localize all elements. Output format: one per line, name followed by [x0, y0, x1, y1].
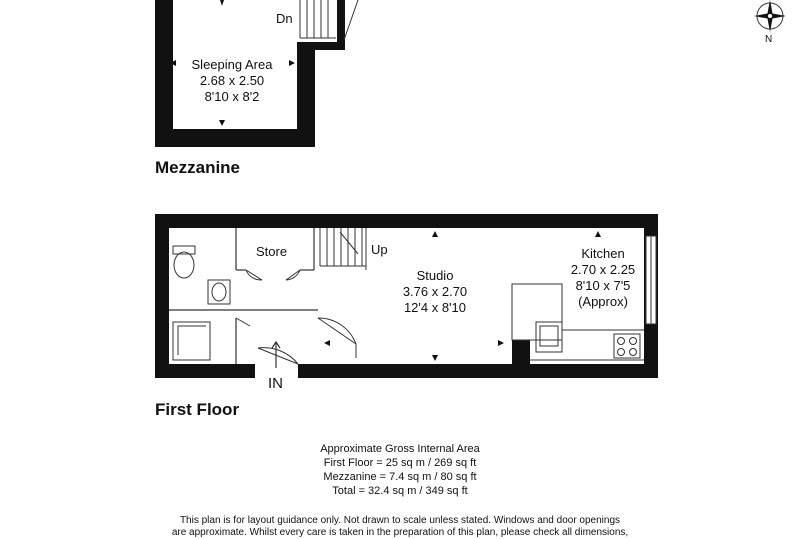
- kitchen-note: (Approx): [578, 294, 628, 309]
- first-floor-stairs-label: Up: [371, 242, 388, 257]
- area-total: Total = 32.4 sq m / 349 sq ft: [332, 485, 468, 497]
- sleeping-area-label: [182, 57, 282, 105]
- studio-imperial: 12'4 x 8'10: [403, 300, 467, 315]
- disclaimer: [160, 515, 640, 539]
- kitchen-imperial: 8'10 x 7'5: [575, 278, 631, 293]
- first-floor-title: First Floor: [155, 400, 240, 419]
- sleeping-area-name: Sleeping Area: [191, 57, 273, 72]
- mezzanine-stairs-label: Dn: [276, 11, 293, 26]
- store-label: Store: [256, 244, 288, 259]
- first-floor-stairs: [320, 228, 366, 270]
- sleeping-area-imperial: 8'10 x 8'2: [204, 89, 260, 104]
- compass-icon: [754, 0, 786, 32]
- first-floor-internal-lines: [169, 228, 318, 364]
- mezzanine-stairs: [300, 0, 358, 40]
- studio-label: [385, 268, 485, 316]
- kitchen-label: [553, 246, 653, 310]
- disclaimer-line-1: This plan is for layout guidance only. Not drawn to scale unless stated. Windows and door openings: [179, 515, 621, 526]
- bathroom-fixtures: [173, 246, 230, 360]
- kitchen-name: Kitchen: [581, 246, 625, 261]
- area-first-floor: First Floor = 25 sq m / 269 sq ft: [323, 457, 477, 469]
- entrance-arrow: [272, 342, 280, 368]
- entrance-label: IN: [268, 375, 283, 392]
- mezzanine-title: Mezzanine: [155, 158, 241, 177]
- studio-metric: 3.76 x 2.70: [402, 284, 468, 299]
- area-heading: Approximate Gross Internal Area: [320, 443, 480, 455]
- kitchen-metric: 2.70 x 2.25: [570, 262, 636, 277]
- disclaimer-line-2: are approximate. Whilst every care is taken in the preparation of this plan, please check all dimensions,: [171, 527, 629, 538]
- first-floor-doors: [236, 270, 356, 364]
- compass-north-label: N: [765, 34, 773, 45]
- studio-name: Studio: [416, 268, 454, 283]
- area-summary: [250, 442, 550, 498]
- sleeping-area-metric: 2.68 x 2.50: [199, 73, 265, 88]
- area-mezzanine: Mezzanine = 7.4 sq m / 80 sq ft: [323, 471, 477, 483]
